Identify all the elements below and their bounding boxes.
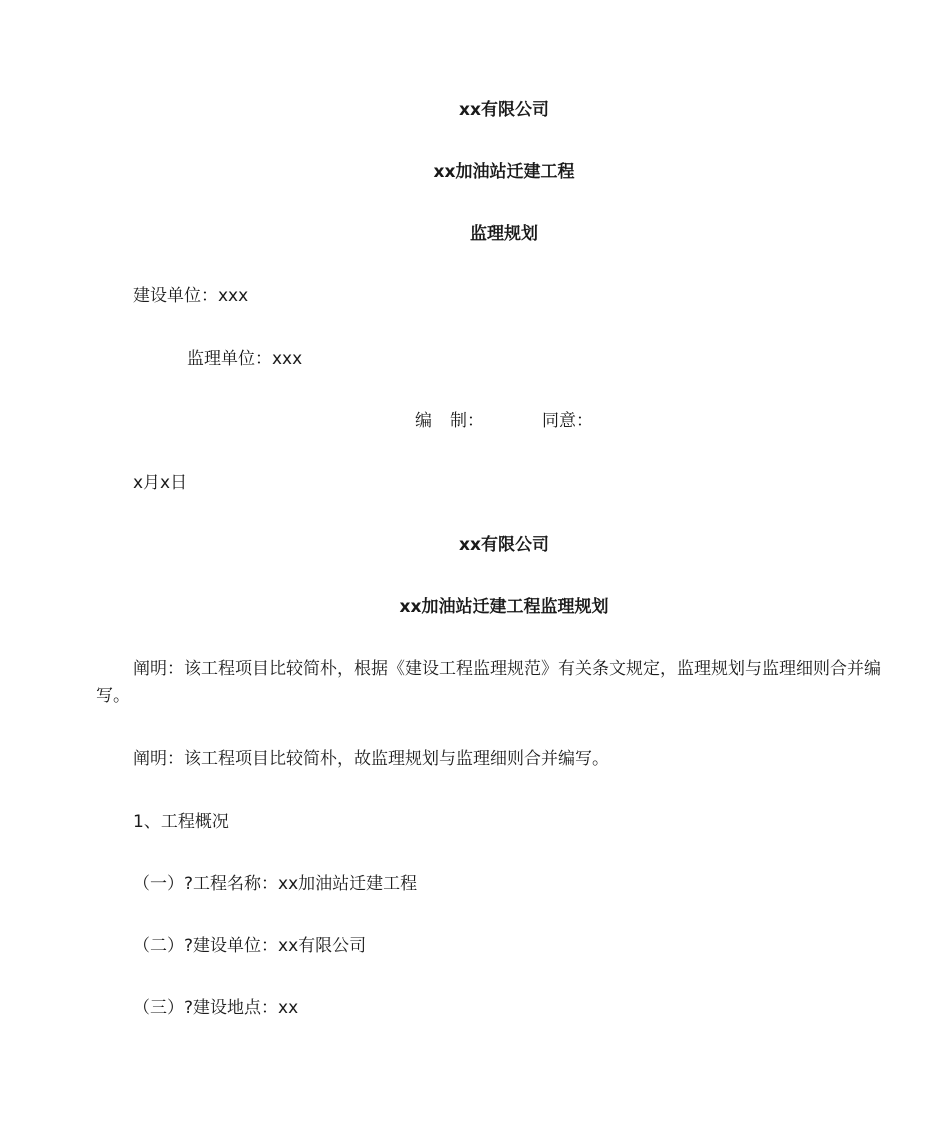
cover-company-title: xx有限公司	[459, 100, 549, 120]
overview-item-project-name: （一）?工程名称：xx加油站迁建工程	[133, 874, 418, 894]
cover-supervisor-line: 监理单位：xxx	[187, 349, 303, 369]
compiler-label-1: 编	[415, 411, 432, 431]
note-paragraph-2: 阐明：该工程项目比较简朴，故监理规划与监理细则合并编写。	[133, 749, 609, 769]
cover-document-title: 监理规划	[470, 224, 538, 244]
section-heading-overview: 1、工程概况	[133, 812, 229, 832]
compiler-label-2: 制：	[450, 411, 484, 431]
cover-client-line: 建设单位：xxx	[133, 286, 249, 306]
cover-date: x月x日	[133, 473, 188, 493]
cover-signature-line	[415, 408, 593, 434]
cover-project-title: xx加油站迁建工程	[433, 162, 575, 182]
body-document-title: xx加油站迁建工程监理规划	[399, 597, 609, 617]
note-paragraph-1: 阐明：该工程项目比较简朴，根据《建设工程监理规范》有关条文规定，监理规划与监理细则合并编写。	[96, 659, 881, 706]
overview-item-location: （三）?建设地点：xx	[133, 998, 299, 1018]
approve-label: 同意：	[542, 411, 593, 431]
overview-item-client: （二）?建设单位：xx有限公司	[133, 936, 367, 956]
body-company-title: xx有限公司	[459, 535, 549, 555]
